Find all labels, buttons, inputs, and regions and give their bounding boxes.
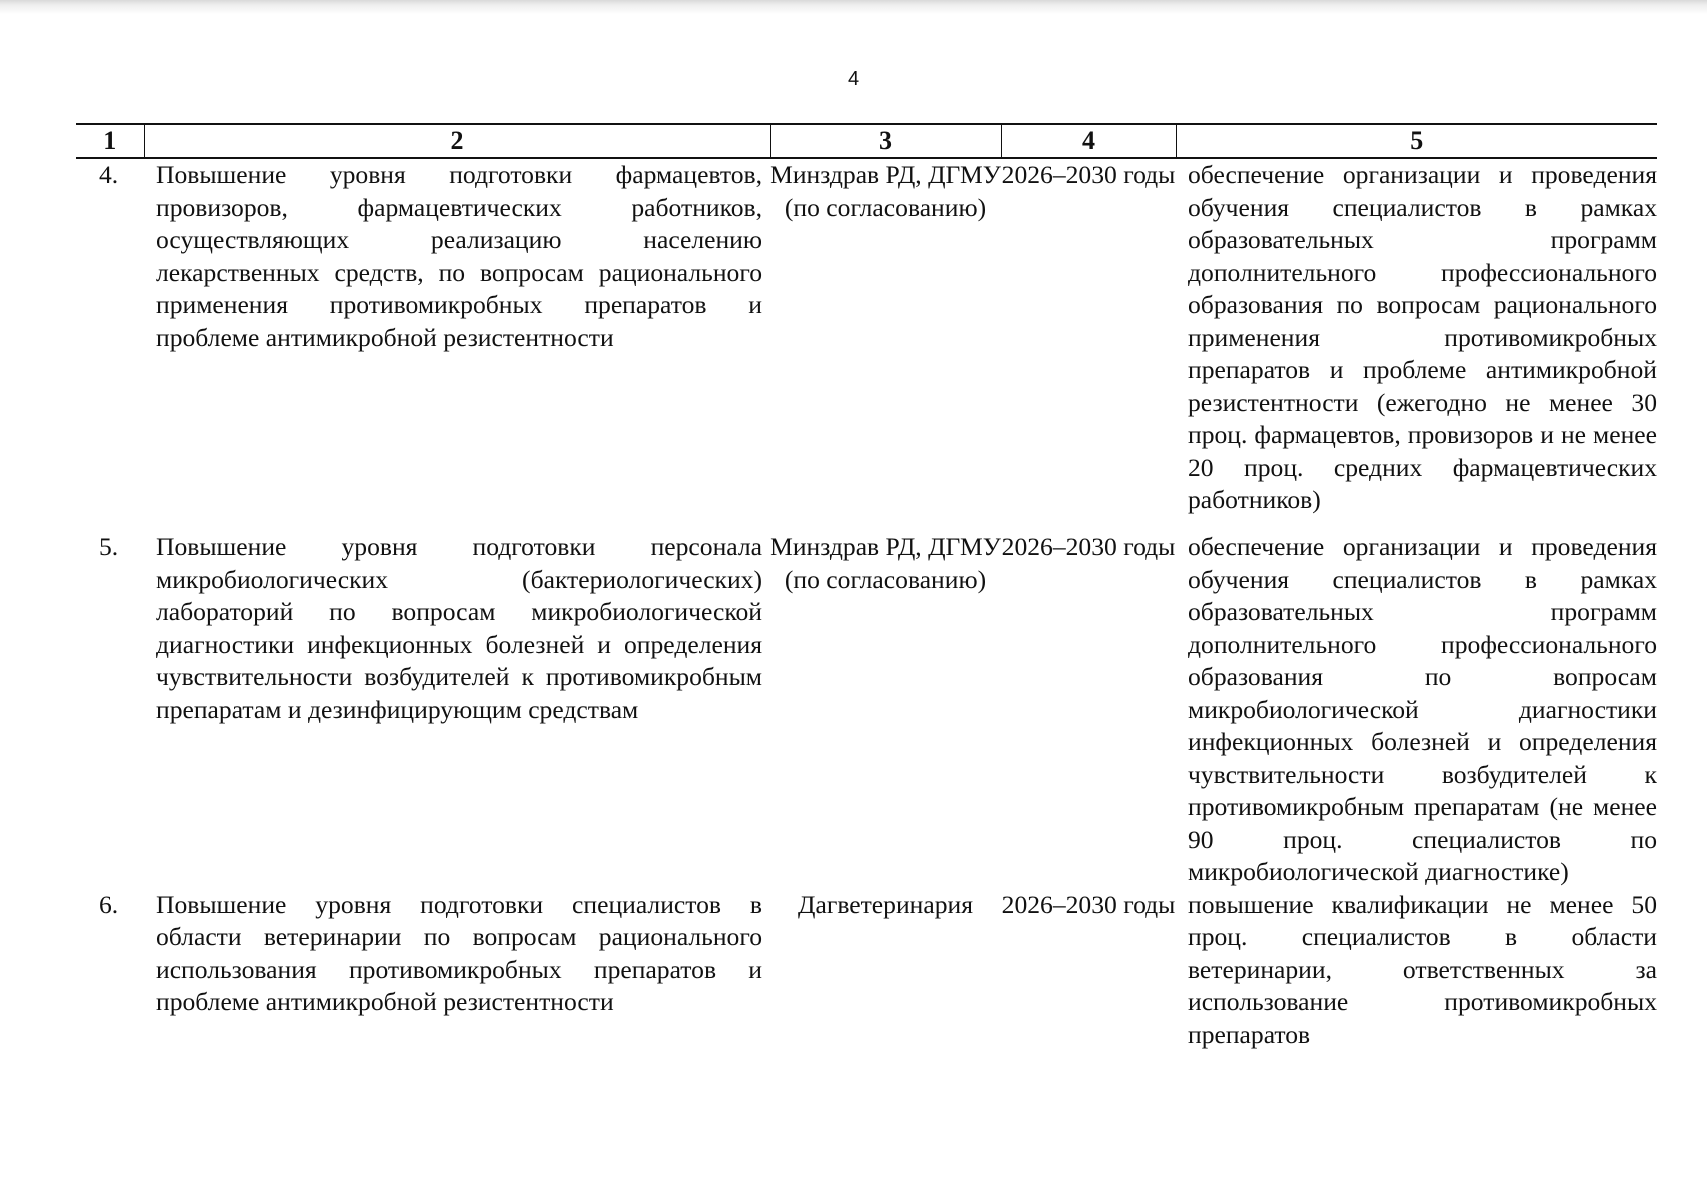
- measure-name: Повышение уровня подготовки фармацевтов, провизоров, фармацевтических работников, осуществляющих реализацию населению лекарственных средств, по вопросам рационального применения противомикробных препаратов и проблеме антимикробной резистентности: [156, 160, 762, 352]
- term: 2026–2030 годы: [1001, 532, 1176, 561]
- column-header: 3: [770, 124, 1001, 158]
- column-header: 1: [76, 124, 144, 158]
- row-number: 5.: [99, 532, 119, 561]
- expected-result: повышение квалификации не менее 50 проц. специалистов в области ветеринарии, ответственных за использование противомикробных препаратов: [1188, 889, 1657, 1049]
- expected-result: обеспечение организации и проведения обучения специалистов в рамках образовательных программ дополнительного профессионального образования по вопросам микробиологической диагностики инфекционных болезней и определения чувствительности возбудителей к противомикробным препаратам (не менее 90 проц. специалистов по микробиологической диагностике): [1188, 532, 1657, 886]
- term: 2026–2030 годы: [1001, 160, 1176, 189]
- table-row: [76, 889, 1657, 1052]
- measure-name: Повышение уровня подготовки специалистов в области ветеринарии по вопросам рационального использования противомикробных препаратов и проблеме антимикробной резистентности: [156, 889, 762, 1016]
- table-row: [76, 531, 1657, 889]
- measure-name: Повышение уровня подготовки персонала микробиологических (бактериологических) лабораторий по вопросам микробиологической диагностики инфекционных болезней и определения чувствительности возбудителей к противомикробным препаратам и дезинфицирующим средствам: [156, 532, 762, 724]
- measures-table: [76, 123, 1657, 1051]
- executor: Дагветеринария: [798, 889, 973, 919]
- row-number: 4.: [99, 160, 119, 189]
- column-header: 4: [1001, 124, 1176, 158]
- scan-edge: [0, 0, 1707, 14]
- row-number: 6.: [99, 889, 119, 919]
- column-header: 5: [1176, 124, 1657, 158]
- executor: Минздрав РД, ДГМУ (по согласованию): [770, 532, 1001, 594]
- column-header: 2: [144, 124, 770, 158]
- executor: Минздрав РД, ДГМУ (по согласованию): [770, 160, 1001, 222]
- page-number: 4: [847, 68, 860, 90]
- term: 2026–2030 годы: [1001, 889, 1176, 919]
- expected-result: обеспечение организации и проведения обучения специалистов в рамках образовательных программ дополнительного профессионального образования по вопросам рационального применения противомикробных препаратов и проблеме антимикробной резистентности (ежегодно не менее 30 проц. фармацевтов, провизоров и не менее 20 проц. средних фармацевтических работников): [1188, 160, 1657, 514]
- table-row: [76, 158, 1657, 531]
- table-header-row: [76, 124, 1657, 158]
